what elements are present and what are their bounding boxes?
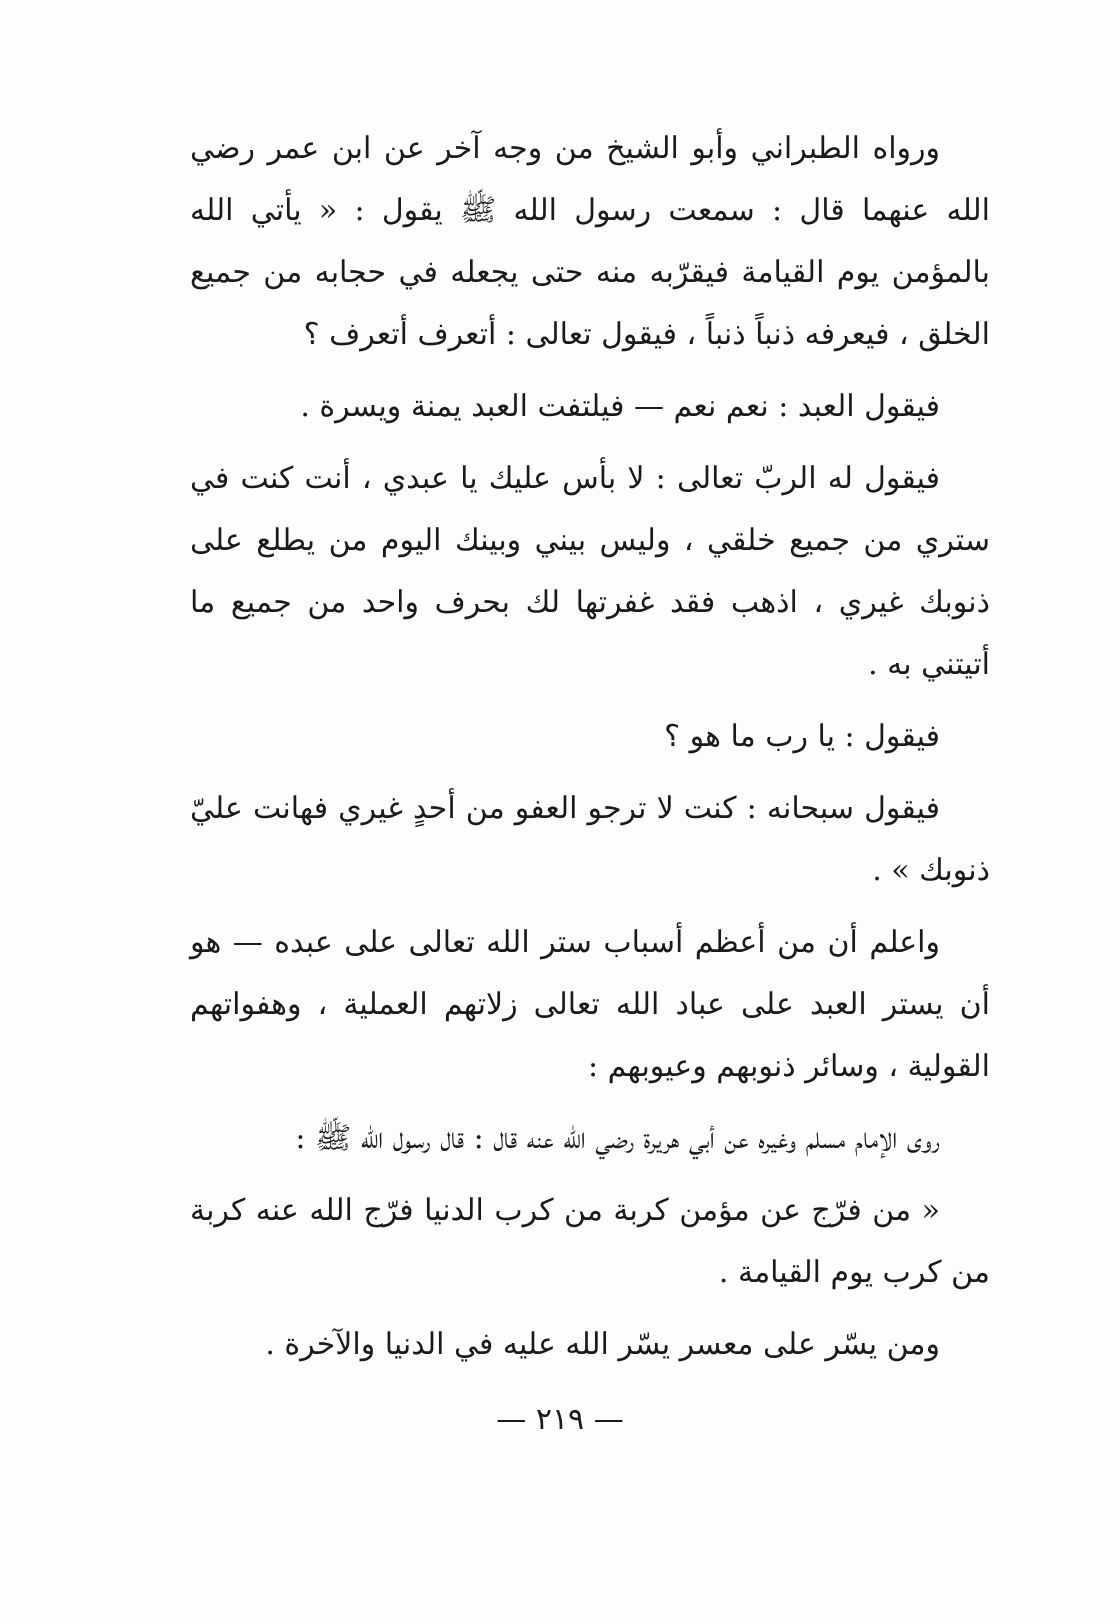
paragraph-lord-answer: فيقول سبحانه : كنت لا ترجو العفو من أحدٍ غيري فهانت عليّ ذنوبك » . bbox=[190, 791, 990, 888]
paragraph-servant-reply: فيقول العبد : نعم نعم — فيلتفت العبد يمنة ويسرة . bbox=[300, 389, 940, 424]
paragraph-hadith-ease: ومن يسّر على معسر يسّر الله عليه في الدنيا والآخرة . bbox=[265, 1327, 940, 1362]
paragraph-servant-question: فيقول : يا رب ما هو ؟ bbox=[664, 719, 940, 754]
paragraph-know-that: واعلم أن من أعظم أسباب ستر الله تعالى على عبده — هو أن يستر العبد على عباد الله تعالى زلاتهم العملية ، وهفواتهم القولية ، وسائر ذنوبهم وعيوبهم : bbox=[190, 925, 990, 1084]
body-text bbox=[190, 118, 990, 1386]
page-number: — ٢١٩ — bbox=[496, 1402, 624, 1437]
paragraph-muslim-narration: روى الإمام مسلم وغيره عن أبي هريرة رضي الله عنه قال : قال رسول الله ﷺ : bbox=[295, 1121, 940, 1156]
paragraph-lord-reply: فيقول له الربّ تعالى : لا بأس عليك يا عبدي ، أنت كنت في ستري من جميع خلقي ، وليس بيني وبينك اليوم من يطلع على ذنوبك غيري ، اذهب فقد غفرتها لك بحرف واحد من جميع ما أتيتني به . bbox=[190, 461, 990, 682]
paragraph-hadith-relief: « من فرّج عن مؤمن كربة من كرب الدنيا فرّج الله عنه كربة من كرب يوم القيامة . bbox=[190, 1193, 990, 1290]
paragraph-tabarani-hadith: ورواه الطبراني وأبو الشيخ من وجه آخر عن ابن عمر رضي الله عنهما قال : سمعت رسول الله ﷺ يقول : « يأتي الله بالمؤمن يوم القيامة فيقرّبه منه حتى يجعله في حجابه من جميع الخلق ، فيعرفه ذنباً ذنباً ، فيقول تعالى : أتعرف أتعرف ؟ bbox=[190, 131, 990, 352]
